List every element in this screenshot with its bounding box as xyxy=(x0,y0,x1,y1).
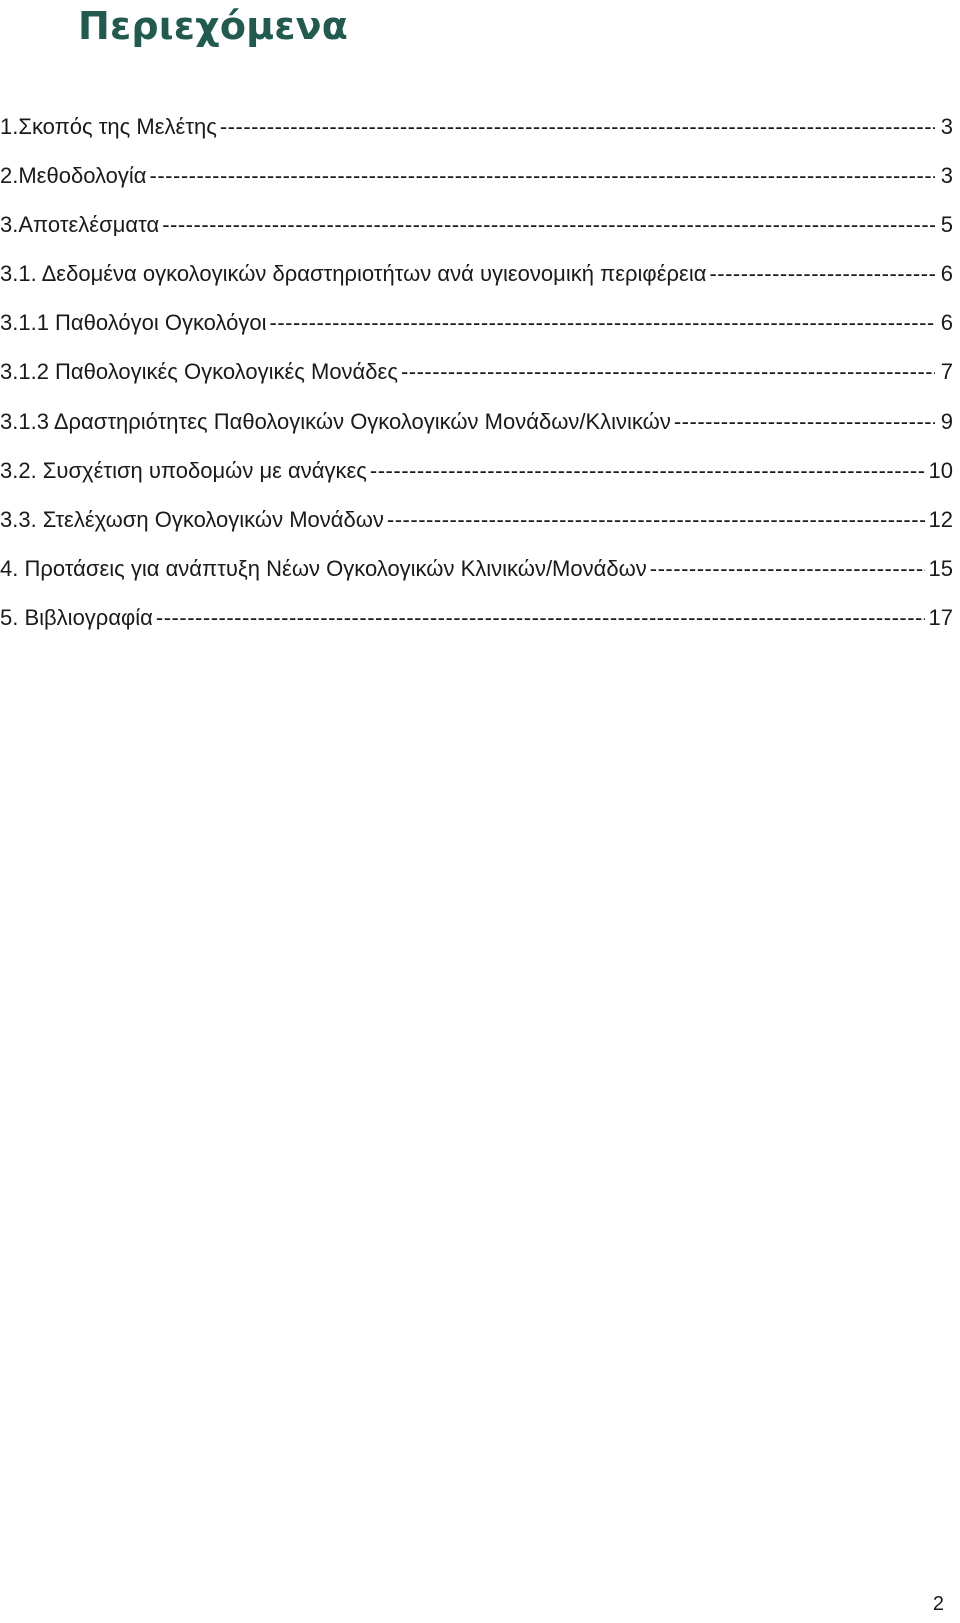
toc-entry-page: 15 xyxy=(928,555,953,581)
toc-entry-infrastructure-needs[interactable] xyxy=(0,446,953,495)
toc-entry-label: 3.1.3 Δραστηριότητες Παθολογικών Ογκολογικών Μονάδων/Κλινικών xyxy=(0,408,671,434)
toc-entry-label: 4. Προτάσεις για ανάπτυξη Νέων Ογκολογικών Κλινικών/Μονάδων xyxy=(0,555,647,581)
toc-entry-page: 12 xyxy=(928,506,953,532)
toc-entry-label: 3.1. Δεδομένα ογκολογικών δραστηριοτήτων ανά υγιεονομική περιφέρεια xyxy=(0,261,707,287)
page-number: 2 xyxy=(932,1593,944,1615)
toc-leader-dashes xyxy=(162,200,935,249)
toc-leader-dashes xyxy=(156,593,925,642)
toc-entry-bibliography[interactable] xyxy=(0,593,953,642)
toc-leader-dashes xyxy=(270,298,935,347)
toc-leader-dashes xyxy=(370,446,925,495)
toc-entry-label: 5. Βιβλιογραφία xyxy=(0,604,153,630)
toc-entry-proposals[interactable] xyxy=(0,544,953,593)
toc-entry-results[interactable] xyxy=(0,200,953,249)
toc-entry-label: 3.1.1 Παθολόγοι Ογκολόγοι xyxy=(0,310,267,336)
toc-entry-oncology-units[interactable] xyxy=(0,347,953,396)
toc-leader-dashes xyxy=(220,102,935,151)
toc-entry-page: 10 xyxy=(928,457,953,483)
toc-leader-dashes xyxy=(650,544,925,593)
toc-leader-dashes xyxy=(401,347,935,396)
toc-entry-page: 7 xyxy=(940,359,953,385)
toc-entry-label: 3.1.2 Παθολογικές Ογκολογικές Μονάδες xyxy=(0,359,398,385)
toc-entry-page: 5 xyxy=(940,212,953,238)
toc-entry-page: 3 xyxy=(940,163,953,189)
toc-entry-medical-oncologists[interactable] xyxy=(0,298,953,347)
toc-entry-page: 6 xyxy=(940,310,953,336)
toc-entry-label: 3.3. Στελέχωση Ογκολογικών Μονάδων xyxy=(0,506,384,532)
toc-list xyxy=(0,102,953,642)
toc-leader-dashes xyxy=(709,249,935,298)
toc-entry-label: 3.Αποτελέσματα xyxy=(0,212,160,238)
toc-leader-dashes xyxy=(387,495,925,544)
toc-entry-scope[interactable] xyxy=(0,102,953,151)
toc-leader-dashes xyxy=(674,397,935,446)
toc-entry-unit-activities[interactable] xyxy=(0,397,953,446)
toc-title: Περιεχόμενα xyxy=(78,4,349,48)
toc-entry-oncology-data-by-region[interactable] xyxy=(0,249,953,298)
toc-entry-label: 3.2. Συσχέτιση υποδομών με ανάγκες xyxy=(0,457,367,483)
toc-entry-page: 3 xyxy=(940,114,953,139)
toc-entry-page: 17 xyxy=(928,604,953,630)
toc-entry-page: 6 xyxy=(940,261,953,287)
toc-entry-methodology[interactable] xyxy=(0,151,953,200)
toc-entry-page: 9 xyxy=(940,408,953,434)
toc-entry-label: 2.Μεθοδολογία xyxy=(0,163,147,189)
toc-leader-dashes xyxy=(150,151,935,200)
toc-entry-label: 1.Σκοπός της Μελέτης xyxy=(0,114,217,139)
toc-entry-staffing[interactable] xyxy=(0,495,953,544)
